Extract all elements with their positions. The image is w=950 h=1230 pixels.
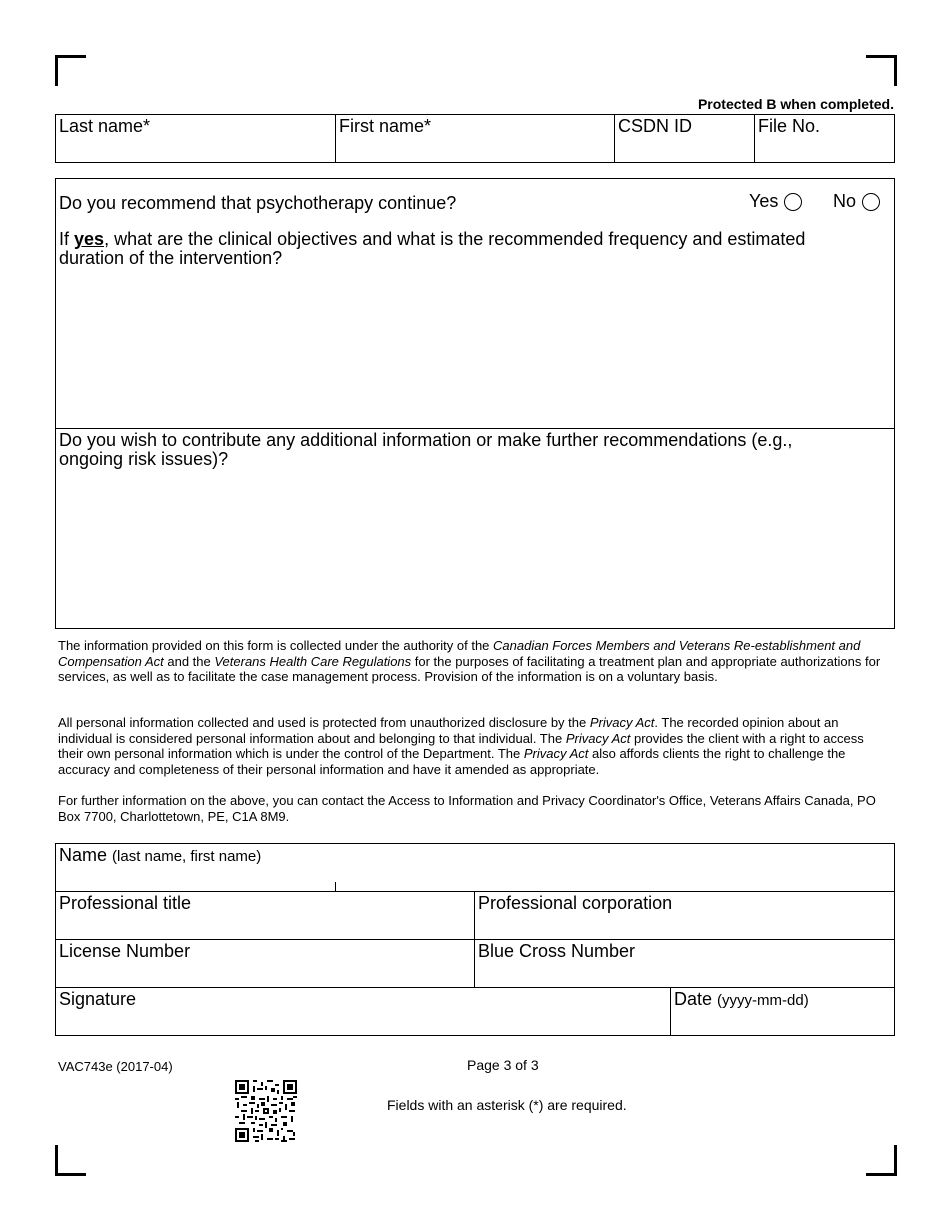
csdn-id-field[interactable] [615, 115, 755, 162]
yes-radio[interactable] [784, 193, 802, 211]
crop-mark-top-right [866, 55, 897, 86]
privacy-paragraph-3: For further information on the above, you can contact the Access to Information and Privacy Coordinator's Office, Veterans Affairs Canada, PO Box 7700, Charlottetown, PE, C1A 8M9. [58, 793, 876, 824]
required-fields-note: Fields with an asterisk (*) are required. [387, 1097, 627, 1113]
no-radio[interactable] [862, 193, 880, 211]
no-option[interactable] [833, 191, 880, 212]
professional-corporation-label: Professional corporation [478, 893, 673, 913]
identity-fields-row [55, 114, 895, 163]
name-hint: (last name, first name) [112, 848, 262, 865]
qr-code [235, 1080, 297, 1142]
questions-box [55, 178, 895, 629]
objectives-answer-area[interactable] [56, 269, 894, 427]
file-no-label: File No. [758, 116, 821, 136]
professional-title-label: Professional title [59, 893, 192, 913]
page-number: Page 3 of 3 [467, 1057, 539, 1073]
signature-label: Signature [59, 989, 137, 1009]
crop-mark-top-left [55, 55, 86, 86]
no-label: No [833, 191, 857, 211]
yes-option[interactable] [749, 191, 802, 212]
objectives-question [59, 230, 859, 268]
protected-label: Protected B when completed. [697, 96, 894, 112]
privacy-paragraph-2: All personal information collected and used is protected from unauthorized disclosure by the Privacy Act. The recorded opinion about an individual is considered personal information about and belonging to that individual. The Privacy Act provides the client with a right to access their own personal information which is under the control of the Department. The Privacy Act also affords clients the right to challenge the accuracy and completeness of their personal information and have it amended as appropriate. [58, 715, 864, 777]
continue-question: Do you recommend that psychotherapy continue? [59, 193, 457, 213]
date-hint: (yyyy-mm-dd) [717, 992, 809, 1009]
form-code: VAC743e (2017-04) [58, 1059, 173, 1074]
professional-corporation-field[interactable] [475, 892, 894, 939]
name-label: Name [59, 845, 108, 865]
first-name-label: First name* [339, 116, 432, 136]
provider-box [55, 843, 895, 1036]
blue-cross-number-field[interactable] [475, 940, 894, 987]
objectives-yes-emphasis: yes [74, 229, 105, 249]
date-label: Date [674, 989, 713, 1009]
license-number-label: License Number [59, 941, 191, 961]
professional-title-field[interactable] [56, 892, 475, 939]
additional-info-answer-area[interactable] [56, 471, 894, 627]
csdn-id-label: CSDN ID [618, 116, 693, 136]
file-no-field[interactable] [755, 115, 894, 162]
additional-info-question: Do you wish to contribute any additional information or make further recommendations (e.g., ongoing risk issues)? [59, 430, 793, 469]
crop-mark-bottom-left [55, 1145, 86, 1176]
yes-label: Yes [749, 191, 779, 211]
first-name-field[interactable] [336, 115, 615, 162]
license-number-field[interactable] [56, 940, 475, 987]
privacy-paragraph-1: The information provided on this form is collected under the authority of the Canadian Forces Members and Veterans Re-establishment and Compensation Act and the Veterans Health Care Regulations for the purposes of facilitating a treatment plan and appropriate authorizations for services, as well as to facilitate the case management process. Provision of the information is on a voluntary basis. [58, 638, 881, 684]
objectives-prefix: If [59, 229, 75, 249]
provider-name-field[interactable] [56, 844, 894, 892]
date-field[interactable] [671, 988, 894, 1035]
last-name-label: Last name* [59, 116, 151, 136]
last-name-field[interactable] [56, 115, 336, 162]
objectives-rest: , what are the clinical objectives and what is the recommended frequency and estimated duration of the intervention? [59, 229, 806, 268]
signature-field[interactable] [56, 988, 670, 1035]
blue-cross-number-label: Blue Cross Number [478, 941, 636, 961]
crop-mark-bottom-right [866, 1145, 897, 1176]
